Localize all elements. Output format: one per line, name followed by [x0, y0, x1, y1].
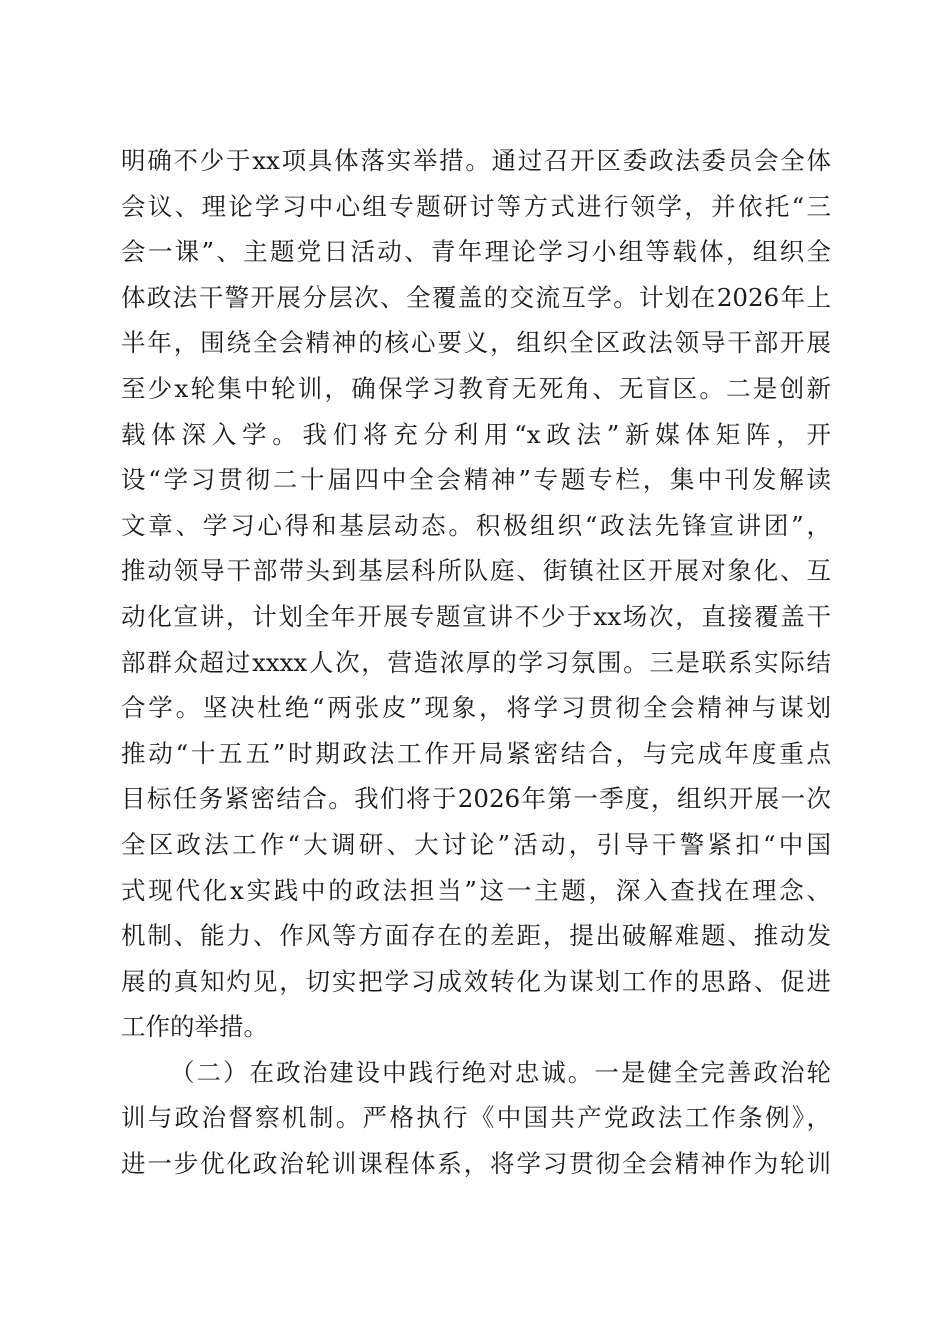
text-line: 明确不少于xx项具体落实举措。通过召开区委政法委员会全体	[121, 146, 831, 175]
text-line: 文章、学习心得和基层动态。积极组织“政法先锋宣讲团”，	[121, 510, 831, 540]
text-line: 推动“十五五”时期政法工作开局紧密结合，与完成年度重点	[121, 738, 831, 768]
text-line: 体政法干警开展分层次、全覆盖的交流互学。计划在2026年上	[121, 282, 831, 312]
body-text	[121, 138, 831, 1187]
text-line: 载体深入学。我们将充分利用“x政法”新媒体矩阵，开	[121, 419, 831, 449]
text-line: 会一课”、主题党日活动、青年理论学习小组等载体，组织全	[121, 237, 831, 267]
text-line: 目标任务紧密结合。我们将于2026年第一季度，组织开展一次	[121, 784, 831, 814]
text-line: 训与政治督察机制。严格执行《中国共产党政法工作条例》，	[121, 1103, 831, 1133]
text-line: 动化宣讲，计划全年开展专题宣讲不少于xx场次，直接覆盖干	[121, 601, 831, 631]
text-line: 进一步优化政治轮训课程体系，将学习贯彻全会精神作为轮训	[121, 1149, 831, 1179]
text-line: 式现代化x实践中的政法担当”这一主题，深入查找在理念、	[121, 875, 831, 905]
text-line: 设“学习贯彻二十届四中全会精神”专题专栏，集中刊发解读	[121, 465, 831, 495]
text-line: 合学。坚决杜绝“两张皮”现象，将学习贯彻全会精神与谋划	[121, 693, 831, 723]
text-line: 展的真知灼见，切实把学习成效转化为谋划工作的思路、促进	[121, 966, 831, 996]
text-line: 会议、理论学习中心组专题研讨等方式进行领学，并依托“三	[121, 191, 831, 221]
text-line: 全区政法工作“大调研、大讨论”活动，引导干警紧扣“中国	[121, 829, 831, 859]
section-heading-line: （二）在政治建设中践行绝对忠诚。一是健全完善政治轮	[170, 1057, 831, 1087]
text-line: 半年，围绕全会精神的核心要义，组织全区政法领导干部开展	[121, 328, 831, 358]
text-line: 工作的举措。	[121, 1012, 268, 1042]
text-line: 部群众超过xxxx人次，营造浓厚的学习氛围。三是联系实际结	[121, 647, 831, 677]
text-line: 至少x轮集中轮训，确保学习教育无死角、无盲区。二是创新	[121, 373, 831, 403]
text-line: 机制、能力、作风等方面存在的差距，提出破解难题、推动发	[121, 921, 831, 951]
text-line: 推动领导干部带头到基层科所队庭、街镇社区开展对象化、互	[121, 556, 831, 586]
